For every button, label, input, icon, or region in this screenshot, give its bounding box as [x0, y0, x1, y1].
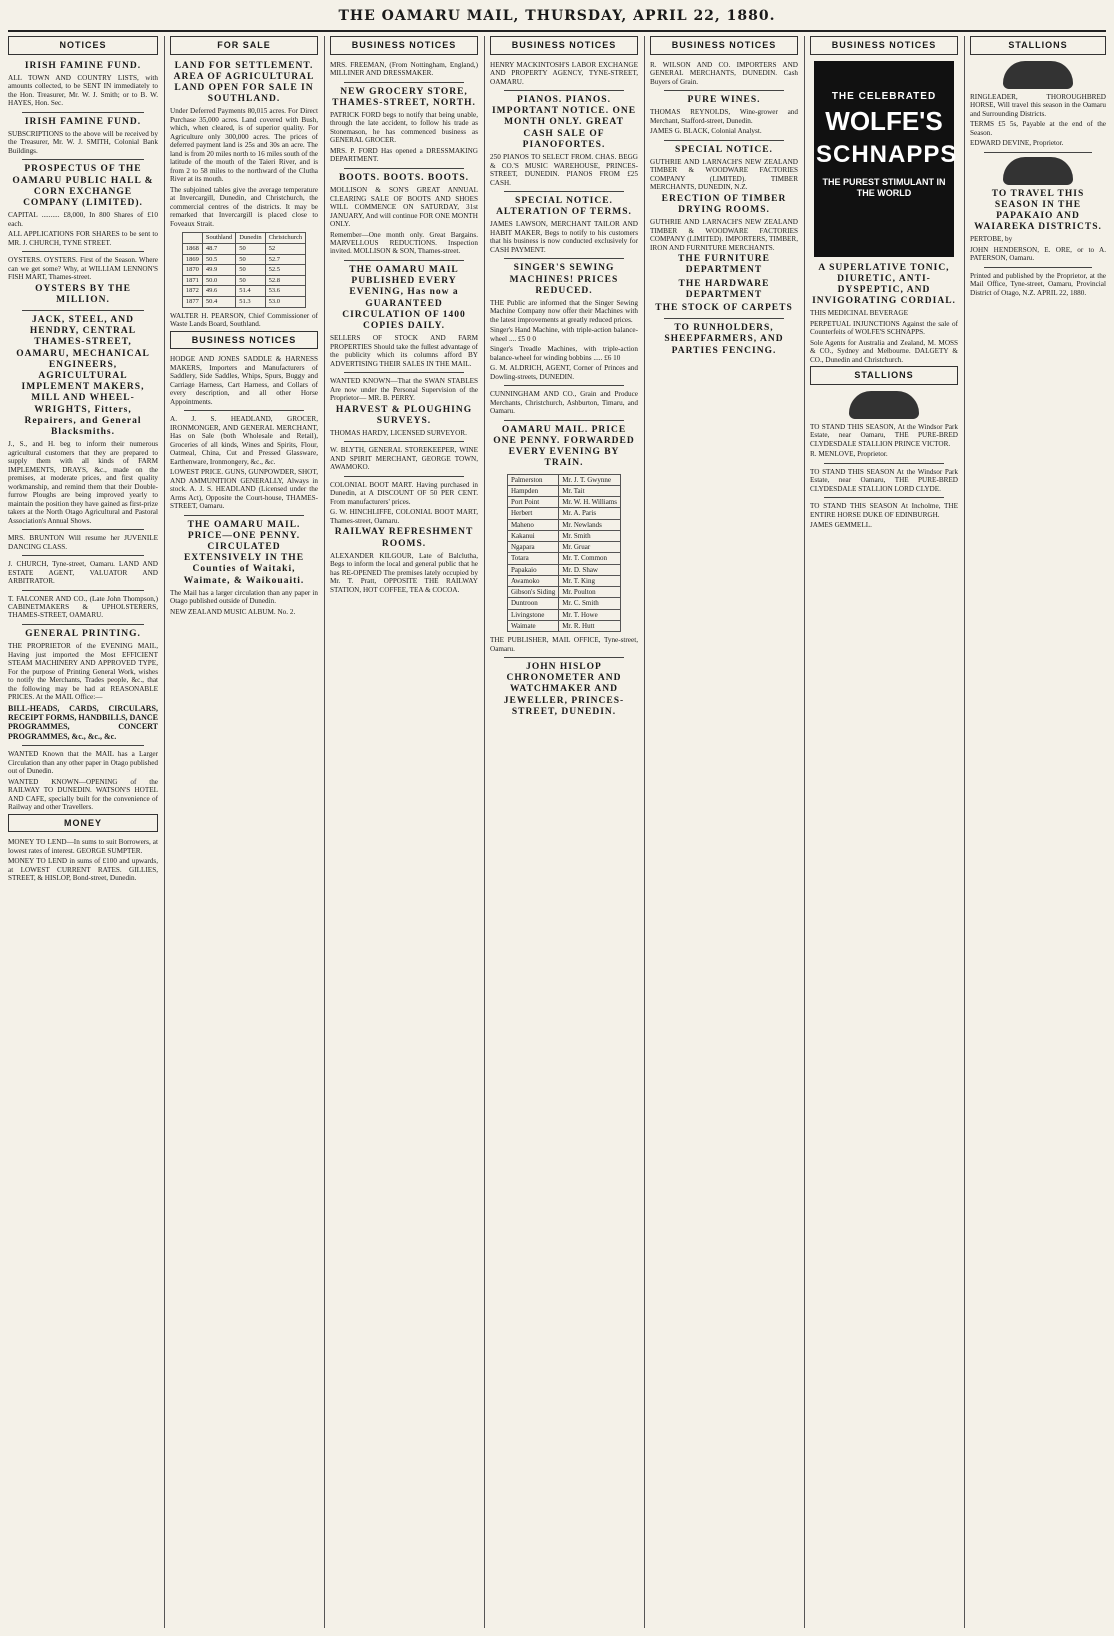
column-rule	[164, 36, 165, 1628]
erection-title: ERECTION OF TIMBER DRYING ROOMS.	[661, 193, 787, 216]
section-header-business-4: BUSINESS NOTICES	[490, 36, 638, 55]
temperature-table	[182, 232, 306, 308]
column-rule	[484, 36, 485, 1628]
table-row: Hampden Mr. Tait	[507, 485, 620, 496]
table-row: Maheno Mr. Newlands	[507, 519, 620, 530]
music-album: NEW ZEALAND MUSIC ALBUM. No. 2.	[170, 607, 296, 616]
special-notice: SPECIAL NOTICE. ALTERATION OF TERMS.	[496, 196, 632, 218]
railway-title: RAILWAY REFRESHMENT ROOMS.	[334, 527, 474, 549]
masthead-rule	[8, 30, 1106, 32]
table-row: Herbert Mr. A. Paris	[507, 508, 620, 519]
prospectus-title: PROSPECTUS OF THE OAMARU PUBLIC HALL & CORN EXCHANGE COMPANY (LIMITED).	[12, 164, 154, 209]
kilgour-ad: ALEXANDER KILGOUR, Late of Balclutha, Begs to inform the local and general public that he has RE-OPENED The premises lately occupied by Mr. T. Pratt, OPPOSITE THE RAILWAY STATION, HOT COFFEE, TEA & COCOA.	[330, 551, 478, 594]
boots-title: BOOTS. BOOTS. BOOTS.	[338, 172, 470, 183]
column-7	[970, 36, 1106, 1628]
hardware-dept: THE HARDWARE DEPARTMENT	[678, 278, 770, 300]
column-2	[170, 36, 318, 1628]
travel-title: TO TRAVEL THIS SEASON IN THE PAPAKAIO AND WAIAREKA DISTRICTS.	[974, 188, 1102, 233]
headland-ad: A. J. S. HEADLAND, GROCER, IRONMONGER, AND GENERAL MERCHANT, Has on Sale (both Wholesale and Retail), Groceries of all kinds, Wines and Spirits, Flour, Oatmeal, China, Cut and Pressed Glassware, Earthenware, Ironmongery, &c., &c.	[170, 415, 318, 466]
famine-title-2: IRISH FAMINE FUND.	[24, 116, 142, 127]
ford-ad: PATRICK FORD begs to notify that being unable, through the late accident, to follow his trade as Stonemason, he has commenced business as GENERAL GROCER.	[330, 110, 478, 145]
ringleader-ad: RINGLEADER, THOROUGHBRED HORSE, Will travel this season in the Oamaru and Surrounding Districts.	[970, 92, 1106, 118]
falconer-ad: T. FALCONER AND CO., (Late John Thompson,) CABINETMAKERS & UPHOLSTERERS, THAMES-STREET, OAMARU.	[8, 594, 158, 620]
mackintosh-ad: HENRY MACKINTOSH'S LABOR EXCHANGE AND PROPERTY AGENCY, TYNE-STREET, OAMARU.	[490, 60, 638, 86]
ad-line-1: THE CELEBRATED	[831, 90, 937, 102]
harvest-title: HARVEST & PLOUGHING SURVEYS.	[335, 404, 473, 426]
column-3	[330, 36, 478, 1628]
freeman-ad: MRS. FREEMAN, (From Nottingham, England,) MILLINER AND DRESSMAKER.	[330, 60, 478, 78]
section-header-business-5: BUSINESS NOTICES	[650, 36, 798, 55]
hodge-ad: HODGE AND JONES SADDLE & HARNESS MAKERS, Importers and Manufacturers of Saddlery, Side Saddles, Whips, Spurs, Buggy and Carriage Harness, Cart Harness, and Collars of every description, and all other Horse Appointments.	[170, 355, 318, 406]
blyth-ad: W. BLYTH, GENERAL STOREKEEPER, WINE AND SPIRIT MERCHANT, GEORGE TOWN, AWAMOKO.	[330, 446, 478, 472]
horse-icon	[1003, 157, 1073, 185]
famine-body-2: SUBSCRIPTIONS to the above will be received by the Treasurer, Mr. W. J. SMITH, Colonial Bank Buildings.	[8, 129, 158, 155]
injunctions: PERPETUAL INJUNCTIONS Against the sale of Counterfeits of WOLFE'S SCHNAPPS.	[810, 319, 958, 337]
runholders-title: TO RUNHOLDERS, SHEEPFARMERS, AND PARTIES FENCING.	[664, 323, 784, 356]
money-1: MONEY TO LEND—In sums to suit Borrowers, at lowest rates of interest. GEORGE SUMPTER.	[8, 838, 158, 855]
table-row: 1871 50.0 50 52.8	[182, 275, 305, 286]
table-row: Port Point Mr. W. H. Williams	[507, 497, 620, 508]
section-header-notices: NOTICES	[8, 36, 158, 55]
ad-line-2: WOLFE'S	[825, 106, 943, 137]
jack-steel-title: JACK, STEEL, AND HENDRY, CENTRAL THAMES-STREET, OAMARU, MECHANICAL ENGINEERS, AGRICULTURAL IMPLEMENT MAKERS, MILL AND WHEEL-WRIGHTS, Fitters, Repairers, and General Blacksmiths.	[16, 315, 150, 438]
applications: ALL APPLICATIONS FOR SHARES to be sent to MR. J. CHURCH, TYNE STREET.	[8, 230, 158, 247]
singer-price-1: Singer's Hand Machine, with triple-action balance-wheel .... £5 0 0	[490, 326, 638, 343]
wanted-1: WANTED Known that the MAIL has a Larger Circulation than any other paper in Otago published out of Dunedin.	[8, 750, 158, 776]
section-header-stallions-6: STALLIONS	[810, 366, 958, 385]
section-header-business-3: BUSINESS NOTICES	[330, 36, 478, 55]
wines-title: PURE WINES.	[687, 95, 761, 106]
section-header-for-sale: FOR SALE	[170, 36, 318, 55]
wilson-ad: R. WILSON AND CO. IMPORTERS AND GENERAL MERCHANTS, DUNEDIN. Cash Buyers of Grain.	[650, 60, 798, 86]
printing-title: GENERAL PRINTING.	[25, 628, 141, 639]
column-rule	[644, 36, 645, 1628]
table-row: 1868 48.7 50 52	[182, 243, 305, 254]
table-row: Southland Dunedin Christchurch	[182, 233, 305, 244]
ad-line-3: SCHNAPPS	[816, 141, 958, 169]
reynolds-ad: THOMAS REYNOLDS, Wine-grower and Merchant, Stafford-street, Dunedin.	[650, 108, 798, 125]
column-rule	[804, 36, 805, 1628]
singer-title: SINGER'S SEWING MACHINES! PRICES REDUCED.	[509, 263, 619, 296]
table-row: Totara Mr. T. Common	[507, 553, 620, 564]
headland-ad-2: LOWEST PRICE. GUNS, GUNPOWDER, SHOT, AND AMMUNITION GENERALLY, Always in stock. A. J. S. HEADLAND (Licensed under the Arms Act), Opposite the Court-house, THAMES-STREET, Oamaru.	[170, 468, 318, 511]
ford-ad-2: MRS. P. FORD Has opened a DRESSMAKING DEPARTMENT.	[330, 146, 478, 164]
section-header-money: MONEY	[8, 814, 158, 833]
footer-imprint: Printed and published by the Proprietor, at the Mail Office, Tyne-street, Oamaru, Provincial District of Otago, N.Z. APRIL 22, 1880.	[970, 271, 1106, 297]
cunningham-ad: CUNNINGHAM AND CO., Grain and Produce Merchants, Christchurch, Ashburton, Timaru, and Oamaru.	[490, 390, 638, 416]
column-rule	[964, 36, 965, 1628]
land-body: Under Deferred Payments 80,015 acres. For Direct Purchase 35,000 acres. Land covered with Bush, which, when cleared, is of superior quality. For Agriculture only 300,000 acres. The prices of deferred payment land is 25s and 30s an acre. The land is from 20 miles north to 16 miles south of the latitude of the mouth of the Taieri River, and is from 2 to 58 miles to the northward of the Clutha River at its mouth.	[170, 107, 318, 184]
table-row: 1872 49.6 51.4 53.6	[182, 286, 305, 297]
section-header-business-2: BUSINESS NOTICES	[170, 331, 318, 350]
table-row: Kakanui Mr. Smith	[507, 530, 620, 541]
table-row: 1869 50.5 50 52.7	[182, 254, 305, 265]
mollison-ad: MOLLISON & SON'S GREAT ANNUAL CLEARING SALE OF BOOTS AND SHOES WILL COMMENCE ON SATURDAY, 31st JANUARY, And will continue FOR ONE MONTH ONLY.	[330, 186, 478, 229]
brunton-ad: MRS. BRUNTON Will resume her JUVENILE DANCING CLASS.	[8, 534, 158, 551]
section-header-business-6: BUSINESS NOTICES	[810, 36, 958, 55]
famine-body: ALL TOWN AND COUNTRY LISTS, with amounts collected, to be SENT IN immediately to the Hon. Treasurer, Mr. W. J. Smith; or to B. W. HAYES, Hon. Sec.	[8, 73, 158, 108]
money-2: MONEY TO LEND in sums of £100 and upwards, at LOWEST CURRENT RATES. GILLIES, STREET, & HISLOP, Bond-street, Dunedin.	[8, 857, 158, 883]
table-row: Papakaio Mr. D. Shaw	[507, 564, 620, 575]
singer-body: THE Public are informed that the Singer Sewing Machine Company now offer their Machines with the latest improvements at greatly reduced prices.	[490, 298, 638, 324]
gemmell-signature: JAMES GEMMELL.	[810, 521, 872, 530]
stand-duke: TO STAND THIS SEASON At Incholme, THE ENTIRE HORSE DUKE OF EDINBURGH.	[810, 502, 958, 519]
devine-signature: EDWARD DEVINE, Proprietor.	[970, 139, 1064, 148]
hislop-ad: JOHN HISLOP CHRONOMETER AND WATCHMAKER AND JEWELLER, PRINCES-STREET, DUNEDIN.	[503, 662, 625, 717]
column-rule	[324, 36, 325, 1628]
jack-steel-body: J., S., and H. beg to inform their numerous agricultural customers that they are prepared to supply them with all kinds of FARM IMPLEMENTS, DRAYS, &c., made on the premises, at moderate prices, and first quality workmanship, and remind them that their Double-furrow Ploughs are being improved yearly to maintain the position they have gained as first-prize takers at the North Otago Agricultural and Pastoral Association's Annual Shows.	[8, 440, 158, 525]
agents-table	[507, 474, 621, 633]
table-row: Awamoko Mr. T. King	[507, 575, 620, 586]
beverage: THIS MEDICINAL BEVERAGE	[810, 309, 908, 318]
sole-agents: Sole Agents for Australia and Zealand, M. MOSS & CO., Sydney and Melbourne. DALGETY & CO., Dunedin and Christchurch.	[810, 338, 958, 364]
capital: CAPITAL .......... £8,000, In 800 Shares of £10 each.	[8, 211, 158, 228]
table-row: Livingstone Mr. T. Howe	[507, 609, 620, 620]
publisher: THE PUBLISHER, MAIL OFFICE, Tyne-street, Oamaru.	[490, 636, 638, 653]
grocery-title: NEW GROCERY STORE, THAMES-STREET, NORTH.	[332, 86, 476, 108]
table-row: Ngapara Mr. Gruar	[507, 542, 620, 553]
menlove-signature: R. MENLOVE, Proprietor.	[810, 450, 888, 459]
colonial-ad: COLONIAL BOOT MART. Having purchased in Dunedin, at A DISCOUNT OF 50 PER CENT. From manufacturers' prices.	[330, 480, 478, 506]
guthrie-ad: GUTHRIE AND LARNACH'S NEW ZEALAND TIMBER & WOODWARE FACTORIES COMPANY (LIMITED). TIMBER MERCHANTS, DUNEDIN, N.Z.	[650, 157, 798, 192]
wanted-2: WANTED KNOWN—OPENING of the RAILWAY TO DUNEDIN. WATSON'S HOTEL AND CAFE, specially built for the convenience of Railway and other Travellers.	[8, 777, 158, 812]
horse-icon	[849, 391, 919, 419]
black-signature: JAMES G. BLACK, Colonial Analyst.	[650, 127, 762, 136]
famine-title: IRISH FAMINE FUND.	[24, 60, 142, 71]
table-row: Gibson's Siding Mr. Poulton	[507, 587, 620, 598]
column-5	[650, 36, 798, 1628]
table-row: Waimate Mr. R. Hutt	[507, 620, 620, 631]
table-row: 1870 49.9 50 52.5	[182, 265, 305, 276]
stand-prince-victor: TO STAND THIS SEASON, At the Windsor Park Estate, near Oamaru, THE PURE-BRED CLYDESDALE STALLION PRINCE VICTOR.	[810, 422, 958, 448]
pianos-body: 250 PIANOS TO SELECT FROM. CHAS. BEGG & CO.'S MUSIC WAREHOUSE, PRINCES-STREET, DUNEDIN. PIANOS FROM £25 CASH.	[490, 153, 638, 187]
tonic-title: A SUPERLATIVE TONIC, DIURETIC, ANTI-DYSPEPTIC, AND INVIGORATING CORDIAL.	[812, 262, 956, 307]
printing-body: THE PROPRIETOR of the EVENING MAIL, Having just imported the Most EFFICIENT STEAM MACHINERY AND APPROVED TYPE, For the purpose of Printing General Work, wishes to notify the Merchants, Trades people, &c., that the following may be had at REASONABLE PRICES. At the MAIL Office:—	[8, 642, 158, 702]
mail-pub-title: THE OAMARU MAIL PUBLISHED EVERY EVENING, Has now a GUARANTEED CIRCULATION OF 1400 COPIES DAILY.	[342, 264, 466, 331]
singer-price-2: Singer's Treadle Machines, with triple-action balance-wheel for winding bobbins ..... £6 10	[490, 345, 638, 362]
printing-list: BILL-HEADS, CARDS, CIRCULARS, RECEIPT FORMS, HANDBILLS, DANCE PROGRAMMES, CONCERT PROGRAMMES, &c., &c., &c.	[8, 703, 158, 741]
mail-pub-body: SELLERS OF STOCK AND FARM PROPERTIES Should take the fullest advantage of the publicity which its columns afford BY ADVERTISING THEIR SALES IN THE MAIL.	[330, 334, 478, 368]
pianos-title: PIANOS. PIANOS. IMPORTANT NOTICE. ONE MONTH ONLY. GREAT CASH SALE OF PIANOFORTES.	[491, 95, 637, 150]
ad-line-4: THE PUREST STIMULANT IN THE WORLD	[822, 177, 946, 198]
horse-icon	[1003, 61, 1073, 89]
carpets-dept: THE STOCK OF CARPETS	[655, 303, 793, 314]
pertobe: PERTOBE, by	[970, 235, 1013, 244]
column-1	[8, 36, 158, 1628]
oamaru-mail-title: OAMARU MAIL. PRICE ONE PENNY. FORWARDED EVERY EVENING BY TRAIN.	[493, 424, 635, 469]
masthead: THE OAMARU MAIL, THURSDAY, APRIL 22, 1880.	[338, 8, 776, 24]
mail-title: THE OAMARU MAIL. PRICE—ONE PENNY. CIRCULATED EXTENSIVELY IN THE Counties of Waitaki, Waimate, & Waikouaiti.	[183, 519, 305, 586]
special-notice-5: SPECIAL NOTICE.	[675, 144, 773, 155]
schnapps-ad-image	[814, 61, 958, 257]
church-ad: J. CHURCH, Tyne-street, Oamaru. LAND AND ESTATE AGENT, VALUATOR AND ARBITRATOR.	[8, 560, 158, 586]
column-4	[490, 36, 638, 1628]
table-row: Palmerston Mr. J. T. Gwynne	[507, 474, 620, 485]
land-body-2: The subjoined tables give the average temperature at Invercargill, Dunedin, and Christchurch, the commercial centres of the districts. It may be remarked that Invercargill is placed close to Foveaux Strait.	[170, 185, 318, 228]
pearson-signature: WALTER H. PEARSON, Chief Commissioner of Waste Lands Board, Southland.	[170, 311, 318, 329]
table-row: 1877 50.4 51.3 53.0	[182, 297, 305, 308]
terms: TERMS £5 5s, Payable at the end of the Season.	[970, 120, 1106, 137]
oysters-million: OYSTERS BY THE MILLION.	[35, 283, 131, 305]
swan-stables-ad: WANTED KNOWN—That the SWAN STABLES Are now under the Personal Supervision of the Proprietor— MR. B. PERRY.	[330, 377, 478, 403]
hinchliffe-ad: G. W. HINCHLIFFE, COLONIAL BOOT MART, Thames-street, Oamaru.	[330, 508, 478, 525]
table-row: Duntroon Mr. C. Smith	[507, 598, 620, 609]
henderson-ad: JOHN HENDERSON, E. ORE, or to A. PATERSON, Oamaru.	[970, 245, 1106, 263]
stand-lord-clyde: TO STAND THIS SEASON At the Windsor Park Estate, near Oamaru, THE PURE-BRED CLYDESDALE STALLION LORD CLYDE.	[810, 467, 958, 493]
hardy-ad: THOMAS HARDY, LICENSED SURVEYOR.	[330, 428, 467, 437]
guthrie-ad-2: GUTHRIE AND LARNACH'S NEW ZEALAND TIMBER & WOODWARE FACTORIES COMPANY (LIMITED). IMPORTERS, TIMBER, IRON AND FURNITURE MERCHANTS.	[650, 218, 798, 252]
furniture-dept: THE FURNITURE DEPARTMENT	[678, 254, 770, 276]
mail-circulation: The Mail has a larger circulation than any paper in Otago published outside of Dunedin.	[170, 588, 318, 606]
lawson-ad: JAMES LAWSON, MERCHANT TAILOR AND HABIT MAKER, Begs to notify to his customers that his business is now conducted exclusively for CASH PAYMENT.	[490, 220, 638, 254]
column-6	[810, 36, 958, 1628]
oysters-ad: OYSTERS. OYSTERS. First of the Season. Where can we get some? Why, at WILLIAM LENNON'S FISH MART, Thames-street.	[8, 256, 158, 282]
land-title: LAND FOR SETTLEMENT. AREA OF AGRICULTURAL LAND OPEN FOR SALE IN SOUTHLAND.	[173, 60, 315, 105]
section-header-stallions: STALLIONS	[970, 36, 1106, 55]
mollison-ad-2: Remember—One month only. Great Bargains. MARVELLOUS REDUCTIONS. Inspection invited. MOLLISON & SON, Thames-street.	[330, 230, 478, 256]
aldrich-ad: G. M. ALDRICH, AGENT, Corner of Princes and Dowling-streets, DUNEDIN.	[490, 364, 638, 381]
